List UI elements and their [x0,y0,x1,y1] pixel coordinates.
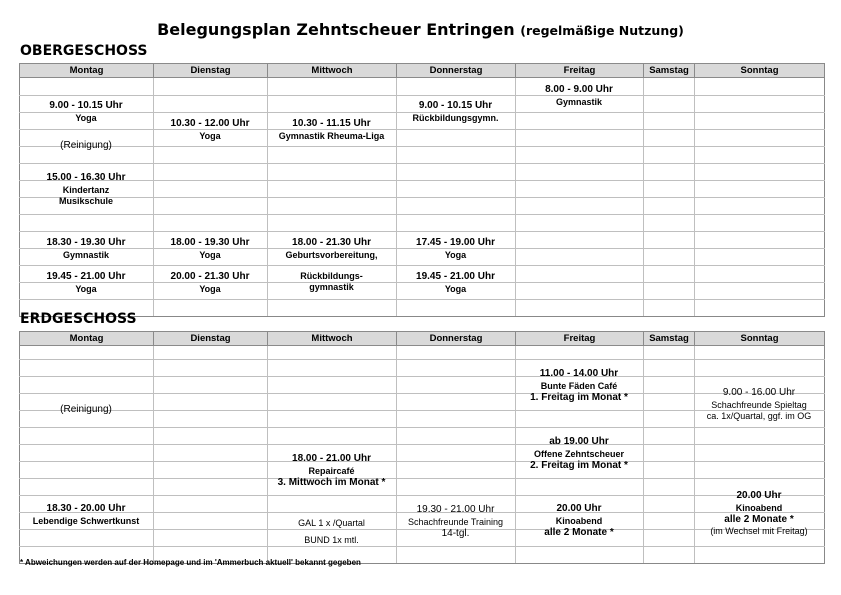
eg-day-header: Donnerstag [397,332,516,346]
entry-time: 18.00 - 21.30 Uhr [292,237,371,248]
entry-time: 8.00 - 9.00 Uhr [545,84,613,95]
eg-day-header: Montag [20,332,154,346]
entry-time: 10.30 - 12.00 Uhr [170,118,250,129]
entry-note: 1. Freitag im Monat * [530,391,628,403]
og-day-header: Dienstag [154,64,268,78]
entry-label: Gymnastik Rheuma-Liga [278,130,385,141]
entry-time: 19.45 - 21.00 Uhr [416,271,495,282]
og-entry-mi-gymnastik [267,118,396,142]
og-entry-di-yoga3 [153,271,267,295]
eg-entry-so-schach [694,387,824,422]
eg-heading: ERDGESCHOSS [20,311,137,327]
og-entries [19,63,824,303]
entry-label: Yoga [75,112,97,123]
entry-label: Kinoabend [735,502,783,513]
og-entry-fr-gymnastik [515,84,643,108]
entry-note: 3. Mittwoch im Monat * [277,476,386,488]
entry-time: 20.00 Uhr [736,490,782,501]
og-entry-mo-kindertanz [19,172,153,207]
entry-label: Gymnastik [555,96,603,107]
entry-time: 18.30 - 20.00 Uhr [46,503,126,514]
eg-entry-fr-offene-zehntscheuer [515,436,643,472]
og-day-header: Montag [20,64,154,78]
entry-time: 20.00 Uhr [556,503,602,514]
entry-time: 9.00 - 16.00 Uhr [722,387,796,398]
entry-note: 14-tgl. [441,527,470,539]
eg-day-header: Samstag [644,332,695,346]
entry-note: alle 2 Monate * [724,513,794,525]
entry-time: 19.45 - 21.00 Uhr [46,271,126,282]
footnote: * Abweichungen werden auf der Homepage und im 'Ammerbuch aktuell' bekannt gegeben [20,558,361,567]
og-entry-do-yoga [396,237,515,261]
entry-label: Lebendige Schwertkunst [32,515,140,526]
og-entry-di-yoga2 [153,237,267,261]
entry-note: 2. Freitag im Monat * [530,459,628,471]
eg-entries [19,331,824,551]
og-entry-do-yoga2 [396,271,515,295]
title-main: Belegungsplan Zehntscheuer Entringen [157,20,515,39]
eg-entry-do-schach [396,504,515,540]
entry-label: Yoga [199,283,221,294]
entry-time: 9.00 - 10.15 Uhr [418,100,493,111]
entry-label: BUND 1x mtl. [304,535,359,545]
entry-label: GAL 1 x /Quartal [298,518,365,528]
og-entry-do-rueckbildung [396,100,515,124]
og-entry-mi-rueckbildung [267,271,396,294]
og-entry-mo-reinigung [19,140,153,153]
entry-note: ca. 1x/Quartal, ggf. im OG [706,410,812,421]
og-entry-mi-geburt [267,237,396,261]
og-entry-mo-gymnastik [19,237,153,261]
entry-label: Kinoabend [555,515,603,526]
entry-label: Musikschule [58,195,114,206]
entry-time: 9.00 - 10.15 Uhr [49,100,123,111]
entry-label: Repaircafé [308,465,355,476]
entry-note: alle 2 Monate * [544,526,614,538]
entry-time: 18.00 - 19.30 Uhr [170,237,250,248]
entry-label: Yoga [75,283,97,294]
og-heading: OBERGESCHOSS [20,43,148,59]
og-entry-mo-yoga [19,100,153,124]
entry-label: Bunte Fäden Café [540,380,618,391]
eg-entry-so-kinoabend [694,490,824,538]
eg-entry-mo-reinigung [19,404,153,417]
entry-label: Yoga [199,249,221,260]
title-sub: (regelmäßige Nutzung) [520,23,684,38]
entry-label: Yoga [199,130,221,141]
entry-note: (im Wechsel mit Freitag) [710,526,808,537]
entry-time: 11.00 - 14.00 Uhr [539,368,619,379]
og-day-header: Samstag [644,64,695,78]
og-day-header: Mittwoch [268,64,397,78]
entry-label: (Reinigung) [60,404,112,415]
entry-time: 20.00 - 21.30 Uhr [170,271,250,282]
entry-label: Yoga [444,283,467,294]
entry-label: Rückbildungs- [300,271,363,281]
entry-time: 19.30 - 21.00 Uhr [416,504,495,515]
entry-label: Schachfreunde Training [407,516,504,527]
entry-time: 15.00 - 16.30 Uhr [46,172,126,183]
eg-day-header: Mittwoch [268,332,397,346]
entry-label: Yoga [444,249,467,260]
og-entry-di-yoga [153,118,267,142]
og-day-header: Freitag [516,64,644,78]
og-day-header: Sonntag [695,64,825,78]
entry-time: 18.00 - 21.00 Uhr [292,453,371,464]
page-title [0,20,841,39]
eg-entry-fr-kinoabend [515,503,643,539]
eg-day-header: Freitag [516,332,644,346]
entry-label: Schachfreunde Spieltag [711,399,807,410]
eg-entry-fr-buntefaeden [515,368,643,404]
entry-time: 10.30 - 11.15 Uhr [292,118,371,129]
entry-time: ab 19.00 Uhr [549,436,609,447]
entry-label: Kindertanz [62,184,110,195]
eg-entry-mi-repaircafe [267,453,396,489]
entry-time: 18.30 - 19.30 Uhr [46,237,126,248]
eg-entry-mi-gal [267,518,396,529]
entry-label: gymnastik [309,282,354,293]
entry-label: (Reinigung) [60,140,112,151]
entry-label: Gymnastik [62,249,110,260]
og-day-header: Donnerstag [397,64,516,78]
entry-label: Geburtsvorbereitung, [285,249,378,260]
entry-label: Offene Zehntscheuer [533,448,625,459]
entry-label: Rückbildungsgymn. [412,112,499,123]
eg-entry-mi-bund [267,535,396,546]
og-entry-mo-yoga2 [19,271,153,295]
entry-time: 17.45 - 19.00 Uhr [416,237,495,248]
eg-day-header: Dienstag [154,332,268,346]
eg-entry-mo-schwertkunst [19,503,153,527]
eg-day-header: Sonntag [695,332,825,346]
